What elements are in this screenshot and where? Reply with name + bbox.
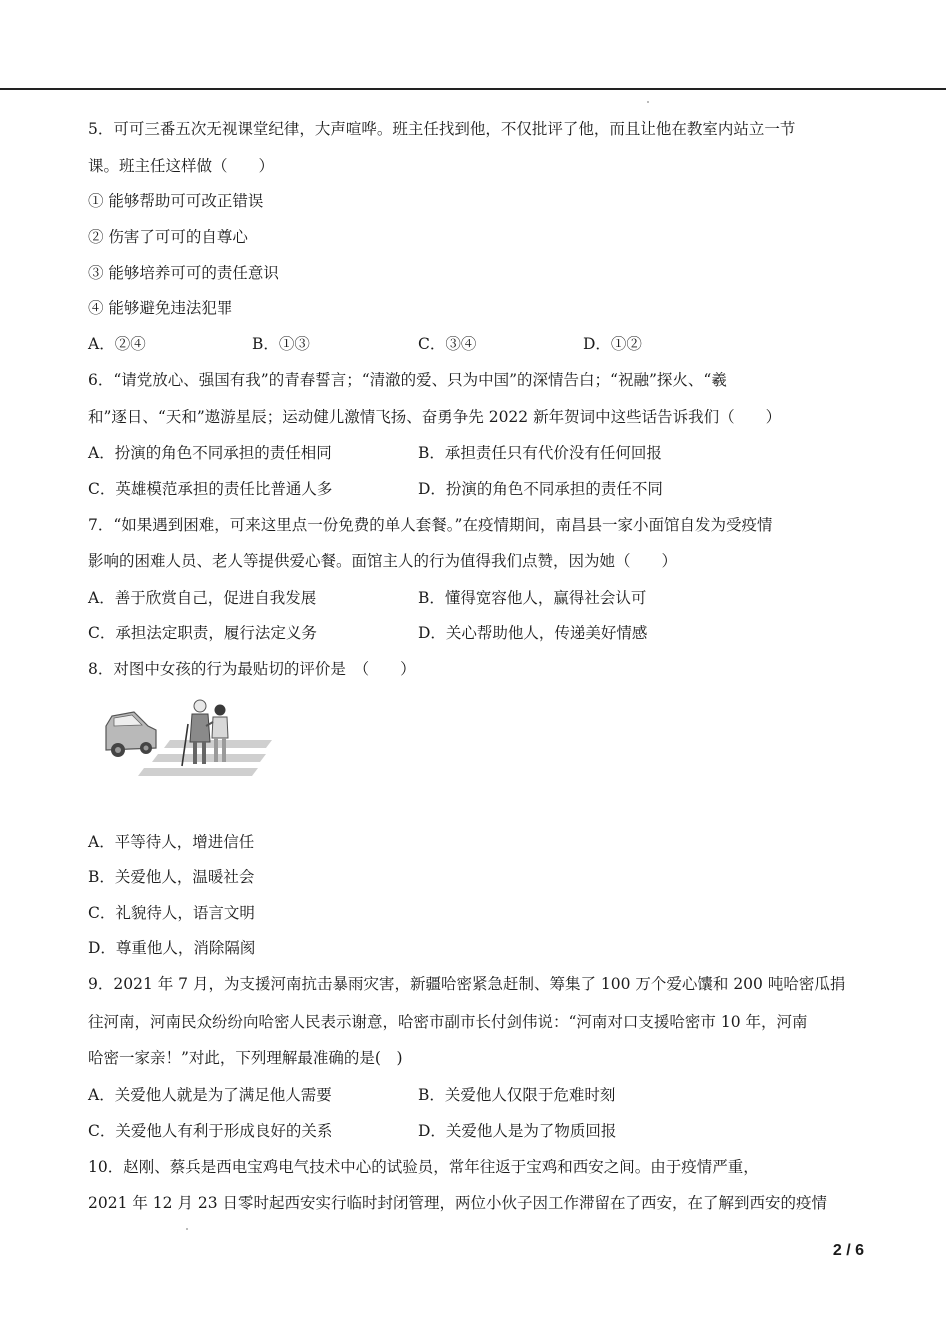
option-a: A．②④ <box>88 335 146 353</box>
option-c: C．③④ <box>418 335 477 353</box>
option-a: A．扮演的角色不同承担的责任相同 <box>88 444 332 462</box>
option-b: B．①③ <box>252 335 310 353</box>
header-rule <box>0 88 946 90</box>
option-b: B．关爱他人仅限于危难时刻 <box>418 1086 616 1104</box>
option-d: D．①② <box>583 335 642 353</box>
option-c: C．关爱他人有利于形成良好的关系 <box>88 1122 333 1140</box>
question-text: 影响的困难人员、老人等提供爱心餐。面馆主人的行为值得我们点赞，因为她（ ） <box>88 552 678 570</box>
question-text: 8．对图中女孩的行为最贴切的评价是 （ ） <box>88 660 416 678</box>
question-text: 课。班主任这样做（ ） <box>88 157 275 175</box>
page-indicator: 2 / 6 <box>832 1242 864 1259</box>
crosswalk-illustration <box>100 692 276 782</box>
option-a: A．关爱他人就是为了满足他人需要 <box>88 1086 332 1104</box>
statement-item: ③ 能够培养可可的责任意识 <box>88 264 279 282</box>
question-text: 2021 年 12 月 23 日零时起西安实行临时封闭管理，两位小伙子因工作滞留在了西安，在了解到西安的疫情 <box>88 1194 828 1212</box>
question-text: 和”逐日、“天和”遨游星辰；运动健儿激情飞扬、奋勇争先 2022 新年贺词中这些话告诉我们（ ） <box>88 408 782 426</box>
question-text: 7．“如果遇到困难，可来这里点一份免费的单人套餐。”在疫情期间，南昌县一家小面馆自发为受疫情 <box>88 516 773 534</box>
question-text: 9．2021 年 7 月，为支援河南抗击暴雨灾害，新疆哈密紧急赶制、筹集了 100 万个爱心馕和 200 吨哈密瓜捐 <box>88 975 846 993</box>
statement-item: ① 能够帮助可可改正错误 <box>88 192 264 210</box>
option-b: B．关爱他人，温暖社会 <box>88 868 255 886</box>
option-d: D．尊重他人，消除隔阂 <box>88 939 256 957</box>
statement-item: ② 伤害了可可的自尊心 <box>88 228 248 246</box>
option-d: D．关爱他人是为了物质回报 <box>418 1122 617 1140</box>
option-b: B．懂得宽容他人，赢得社会认可 <box>418 589 647 607</box>
question-text: 往河南，河南民众纷纷向哈密人民表示谢意，哈密市副市长付剑伟说：“河南对口支援哈密市 10 年，河南 <box>88 1013 808 1031</box>
statement-item: ④ 能够避免违法犯罪 <box>88 299 233 317</box>
question-text: 10．赵刚、蔡兵是西电宝鸡电气技术中心的试验员，常年往返于宝鸡和西安之间。由于疫情严重， <box>88 1158 759 1176</box>
option-c: C．英雄模范承担的责任比普通人多 <box>88 480 333 498</box>
question-text: 5．可可三番五次无视课堂纪律，大声喧哗。班主任找到他，不仅批评了他，而且让他在教室内站立一节 <box>88 120 796 138</box>
option-b: B．承担责任只有代价没有任何回报 <box>418 444 662 462</box>
option-d: D．关心帮助他人，传递美好情感 <box>418 624 648 642</box>
speck <box>647 101 649 103</box>
option-d: D．扮演的角色不同承担的责任不同 <box>418 480 663 498</box>
speck <box>186 1228 188 1230</box>
question-text: 哈密一家亲！”对此，下列理解最准确的是( ) <box>88 1049 403 1067</box>
option-a: A．善于欣赏自己，促进自我发展 <box>88 589 317 607</box>
option-c: C．礼貌待人，语言文明 <box>88 904 255 922</box>
option-a: A．平等待人，增进信任 <box>88 833 255 851</box>
question-text: 6．“请党放心、强国有我”的青春誓言；“清澈的爱、只为中国”的深情告白；“祝融”探火、“羲 <box>88 371 727 389</box>
option-c: C．承担法定职责，履行法定义务 <box>88 624 317 642</box>
